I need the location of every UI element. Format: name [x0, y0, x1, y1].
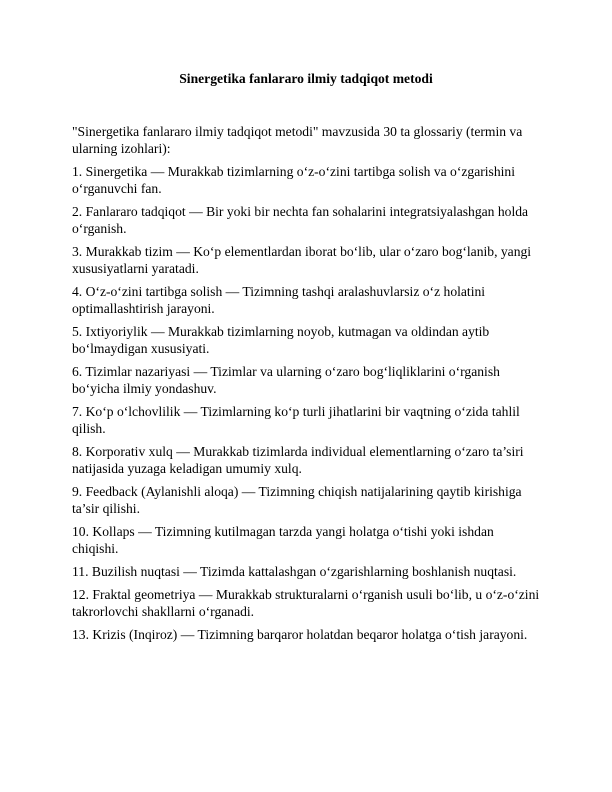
document-title: Sinergetika fanlararo ilmiy tadqiqot metodi — [179, 71, 433, 86]
entry-definition: Murakkab tizimlarda individual elementlarning o‘zaro ta’siri natijasida yuzaga keladigan umumiy xulq. — [72, 444, 524, 476]
entry-definition: Murakkab tizimlarning o‘z-o‘zini tartibga solish va o‘zgarishini o‘rganuvchi fan. — [72, 164, 515, 196]
entry-definition: Murakkab strukturalarni o‘rganish usuli bo‘lib, u o‘z-o‘zini takrorlovchi shakllarni o‘rganadi. — [72, 587, 540, 619]
entry-term: O‘z-o‘zini tartibga solish — [85, 284, 223, 299]
entry-separator: — — [176, 444, 190, 459]
entry-term: Korporativ xulq — [85, 444, 173, 459]
entry-number: 6. — [72, 364, 83, 379]
entry-definition: Tizimning chiqish natijalarining qaytib kirishiga ta’sir qilishi. — [72, 484, 522, 516]
entry-separator: — — [176, 244, 190, 259]
entry-separator: — — [198, 587, 213, 602]
glossary-list — [72, 163, 542, 643]
entry-separator: — — [189, 204, 203, 219]
entry-number: 1. — [72, 164, 83, 179]
entry-separator: — — [150, 164, 165, 179]
entry-number: 2. — [72, 204, 83, 219]
glossary-entry — [72, 443, 542, 477]
entry-number: 10. — [72, 524, 89, 539]
entry-separator: — — [225, 284, 240, 299]
entry-term: Krizis (Inqiroz) — [92, 627, 178, 642]
entry-number: 4. — [72, 284, 83, 299]
glossary-entry — [72, 323, 542, 357]
glossary-entry — [72, 243, 542, 277]
entry-number: 12. — [72, 587, 89, 602]
entry-term: Fraktal geometriya — [92, 587, 196, 602]
glossary-entry — [72, 523, 542, 557]
glossary-entry — [72, 163, 542, 197]
entry-term: Buzilish nuqtasi — [91, 564, 180, 579]
entry-separator: — — [183, 564, 197, 579]
glossary-entry — [72, 563, 542, 580]
entry-definition: Tizimning tashqi aralashuvlarsiz o‘z holatini optimallashtirish jarayoni. — [72, 284, 486, 316]
entry-number: 9. — [72, 484, 83, 499]
glossary-entry — [72, 403, 542, 437]
entry-definition: Tizimning kutilmagan tarzda yangi holatga o‘tishi yoki ishdan chiqishi. — [72, 524, 494, 556]
entry-term: Tizimlar nazariyasi — [85, 364, 191, 379]
entry-separator: — — [241, 484, 256, 499]
entry-definition: Tizimlarning ko‘p turli jihatlarini bir vaqtning o‘zida tahlil qilish. — [72, 404, 520, 436]
entry-number: 3. — [72, 244, 83, 259]
entry-separator: — — [138, 524, 152, 539]
entry-number: 13. — [72, 627, 89, 642]
entry-term: Ixtiyoriylik — [85, 324, 148, 339]
entry-term: Kollaps — [92, 524, 135, 539]
entry-separator: — — [180, 627, 195, 642]
glossary-entry — [72, 203, 542, 237]
entry-separator: — — [183, 404, 198, 419]
entry-definition: Tizimning barqaror holatdan beqaror holatga o‘tish jarayoni. — [197, 627, 528, 642]
entry-number: 7. — [72, 404, 83, 419]
entry-term: Ko‘p o‘lchovlilik — [85, 404, 181, 419]
glossary-entry — [72, 283, 542, 317]
entry-number: 8. — [72, 444, 83, 459]
entry-number: 11. — [72, 564, 89, 579]
entry-definition: Murakkab tizimlarning noyob, kutmagan va oldindan aytib bo‘lmaydigan xususiyati. — [72, 324, 490, 356]
glossary-entry — [72, 586, 542, 620]
entry-term: Sinergetika — [85, 164, 148, 179]
entry-term: Fanlararo tadqiqot — [85, 204, 186, 219]
entry-definition: Tizimlar va ularning o‘zaro bog‘liqliklarini o‘rganish bo‘yicha ilmiy yondashuv. — [72, 364, 500, 396]
entry-definition: Ko‘p elementlardan iborat bo‘lib, ular o‘zaro bog‘lanib, yangi xususiyatlarni yaratadi. — [72, 244, 532, 276]
entry-definition: Tizimda kattalashgan o‘zgarishlarning boshlanish nuqtasi. — [200, 564, 517, 579]
entry-term: Murakkab tizim — [85, 244, 173, 259]
entry-separator: — — [150, 324, 165, 339]
glossary-entry — [72, 483, 542, 517]
entry-definition: Bir yoki bir nechta fan sohalarini integratsiyalashgan holda o‘rganish. — [72, 204, 529, 236]
entry-number: 5. — [72, 324, 83, 339]
entry-term: Feedback (Aylanishli aloqa) — [85, 484, 239, 499]
glossary-entry — [72, 626, 542, 643]
glossary-entry — [72, 363, 542, 397]
intro-paragraph: "Sinergetika fanlararo ilmiy tadqiqot metodi" mavzusida 30 ta glossariy (termin va ularning izohlari): — [72, 124, 523, 156]
document-body — [72, 123, 542, 649]
entry-separator: — — [193, 364, 208, 379]
